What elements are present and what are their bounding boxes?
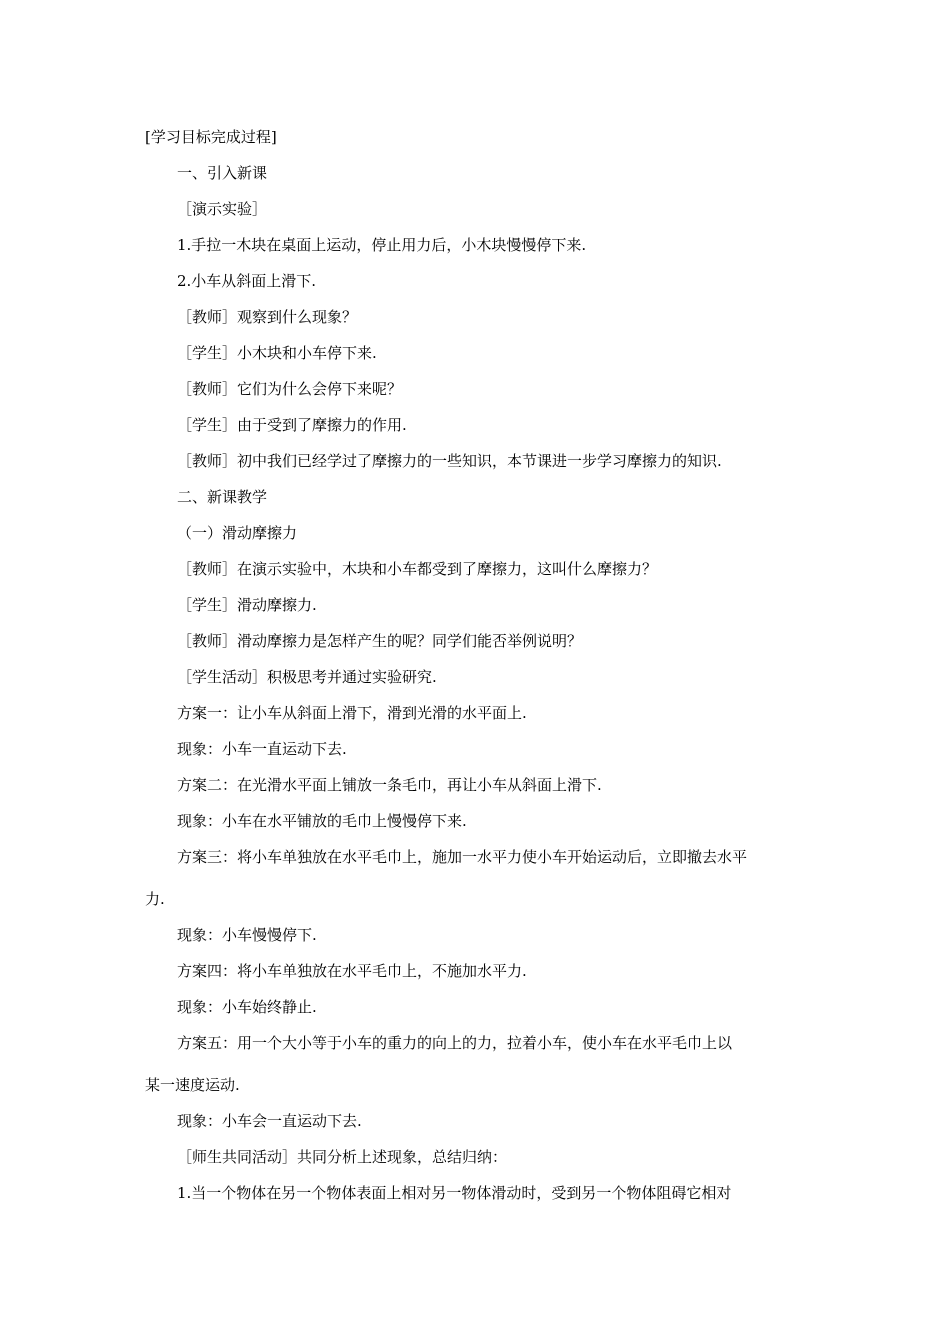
- paragraph: 1.手拉一木块在桌面上运动，停止用力后，小木块慢慢停下来.: [177, 236, 587, 254]
- document-body: [145, 126, 815, 1218]
- paragraph: 方案三：将小车单独放在水平毛巾上，施加一水平力使小车开始运动后，立即撤去水平: [177, 848, 748, 866]
- paragraph: ［师生共同活动］共同分析上述现象，总结归纳：: [177, 1148, 508, 1166]
- paragraph: ［学生］滑动摩擦力.: [177, 596, 317, 614]
- paragraph: 方案一：让小车从斜面上滑下，滑到光滑的水平面上.: [177, 704, 527, 722]
- paragraph: ［学生］小木块和小车停下来.: [177, 344, 377, 362]
- paragraph: ［演示实验］: [177, 200, 268, 218]
- subsection-heading: 一、引入新课: [177, 164, 268, 182]
- paragraph: ［教师］它们为什么会停下来呢？: [177, 380, 403, 398]
- paragraph: ［教师］初中我们已经学过了摩擦力的一些知识，本节课进一步学习摩擦力的知识.: [177, 452, 722, 470]
- paragraph: 现象：小车慢慢停下.: [177, 926, 317, 944]
- paragraph: 方案二：在光滑水平面上铺放一条毛巾，再让小车从斜面上滑下.: [177, 776, 602, 794]
- paragraph: ［教师］在演示实验中，木块和小车都受到了摩擦力，这叫什么摩擦力？: [177, 560, 658, 578]
- paragraph: 现象：小车一直运动下去.: [177, 740, 347, 758]
- paragraph: 方案五：用一个大小等于小车的重力的向上的力，拉着小车，使小车在水平毛巾上以: [177, 1034, 733, 1052]
- subsection-heading: 二、新课教学: [177, 488, 268, 506]
- paragraph: 现象：小车会一直运动下去.: [177, 1112, 362, 1130]
- paragraph: ［教师］观察到什么现象？: [177, 308, 358, 326]
- paragraph-continuation: 力.: [145, 890, 165, 908]
- section-heading: [学习目标完成过程]: [145, 128, 277, 146]
- paragraph: 方案四：将小车单独放在水平毛巾上，不施加水平力.: [177, 962, 527, 980]
- paragraph: ［学生］由于受到了摩擦力的作用.: [177, 416, 407, 434]
- subsection-heading: （一）滑动摩擦力: [177, 524, 298, 542]
- paragraph-continuation: 某一速度运动.: [145, 1076, 240, 1094]
- paragraph: ［学生活动］积极思考并通过实验研究.: [177, 668, 437, 686]
- paragraph: 1.当一个物体在另一个物体表面上相对另一物体滑动时，受到另一个物体阻碍它相对: [177, 1184, 732, 1202]
- paragraph: ［教师］滑动摩擦力是怎样产生的呢？同学们能否举例说明？: [177, 632, 583, 650]
- paragraph: 2.小车从斜面上滑下.: [177, 272, 317, 290]
- paragraph: 现象：小车在水平铺放的毛巾上慢慢停下来.: [177, 812, 467, 830]
- paragraph: 现象：小车始终静止.: [177, 998, 317, 1016]
